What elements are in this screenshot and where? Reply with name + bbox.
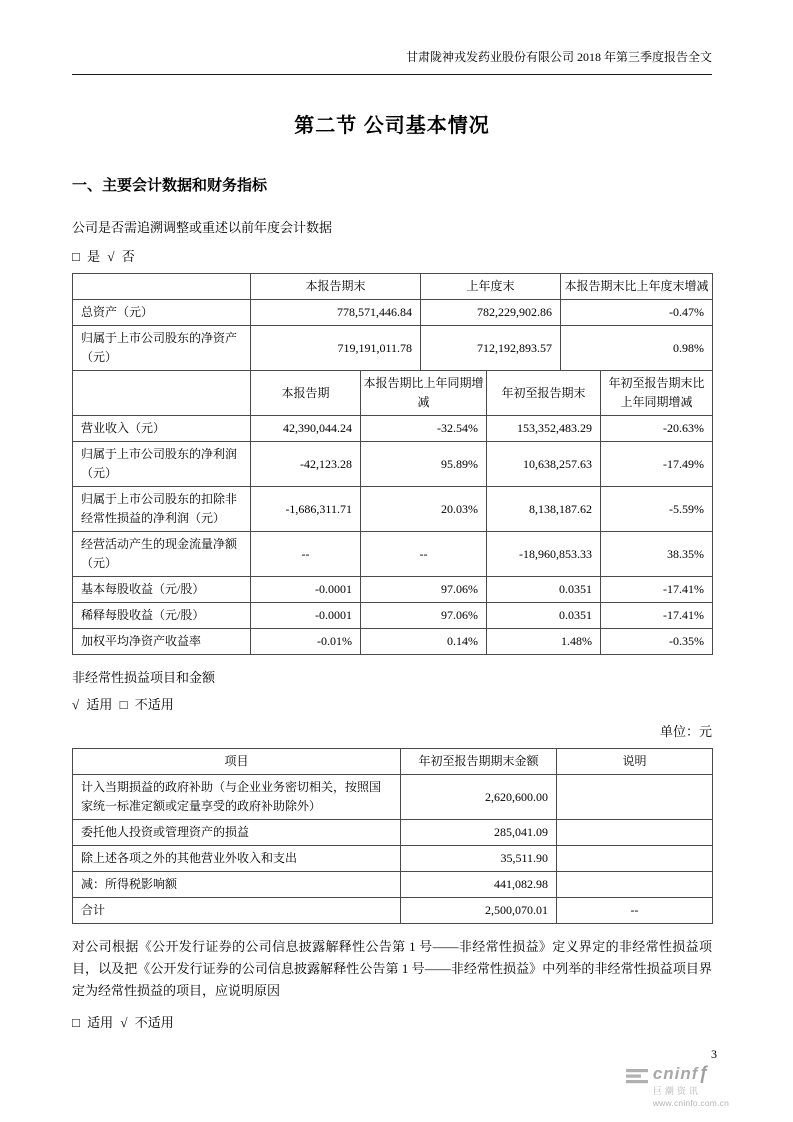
financial-indicators-table-part2 <box>72 370 713 655</box>
header-cell: 说明 <box>557 749 713 775</box>
indicator-value: -17.41% <box>601 603 713 629</box>
indicator-value: 0.0351 <box>487 577 601 603</box>
watermark-url: www.cninfo.com.cn <box>652 1098 729 1108</box>
table-row <box>73 487 713 532</box>
financial-indicators-table-part1 <box>72 273 713 371</box>
note-cell: -- <box>557 898 713 924</box>
amount-cell: 35,511.90 <box>401 846 557 872</box>
amount-cell: 2,500,070.01 <box>401 898 557 924</box>
indicator-label: 归属于上市公司股东的扣除非经常性损益的净利润（元） <box>73 487 251 532</box>
subsection-heading: 一、主要会计数据和财务指标 <box>72 177 268 194</box>
indicator-value: 778,571,446.84 <box>251 300 421 326</box>
indicator-value: 42,390,044.24 <box>251 416 361 442</box>
table-row <box>73 442 713 487</box>
table-header-row <box>73 274 713 300</box>
table-header-row <box>73 749 713 775</box>
item-cell: 计入当期损益的政府补助（与企业业务密切相关，按照国家统一标准定额或定量享受的政府补助除外） <box>73 775 401 820</box>
watermark-brand: cninfƒ <box>652 1063 710 1083</box>
item-cell: 除上述各项之外的其他营业外收入和支出 <box>73 846 401 872</box>
note-cell <box>557 846 713 872</box>
indicator-value: -1,686,311.71 <box>251 487 361 532</box>
indicator-value: -0.35% <box>601 629 713 655</box>
indicator-value: -0.0001 <box>251 577 361 603</box>
indicator-value: 38.35% <box>601 532 713 577</box>
note-cell <box>557 775 713 820</box>
header-cell: 本报告期比上年同期增减 <box>361 371 487 416</box>
indicator-value: -- <box>361 532 487 577</box>
header-cell: 年初至报告期末 <box>487 371 601 416</box>
indicator-value: 0.98% <box>561 326 713 371</box>
indicator-value: -0.47% <box>561 300 713 326</box>
note-cell <box>557 872 713 898</box>
indicator-label: 经营活动产生的现金流量净额（元） <box>73 532 251 577</box>
restatement-choice: □ 是 √ 否 <box>72 249 135 264</box>
indicator-value: -20.63% <box>601 416 713 442</box>
indicator-value: -0.0001 <box>251 603 361 629</box>
table-row <box>73 775 713 820</box>
table-row <box>73 577 713 603</box>
indicator-value: -18,960,853.33 <box>487 532 601 577</box>
indicator-value: -17.49% <box>601 442 713 487</box>
header-cell: 本报告期末比上年度末增减 <box>561 274 713 300</box>
header-cell-blank <box>73 371 251 416</box>
nonrecurring-applicable-choice: √ 适用 □ 不适用 <box>72 697 174 712</box>
nonrecurring-heading: 非经常性损益项目和金额 <box>72 670 216 685</box>
note-cell <box>557 820 713 846</box>
restatement-note: 公司是否需追溯调整或重述以前年度会计数据 <box>72 220 333 235</box>
indicator-label: 营业收入（元） <box>73 416 251 442</box>
indicator-value: -5.59% <box>601 487 713 532</box>
indicator-value: 782,229,902.86 <box>421 300 561 326</box>
header-cell-blank <box>73 274 251 300</box>
unit-label: 单位：元 <box>659 724 712 739</box>
indicator-label: 稀释每股收益（元/股） <box>73 603 251 629</box>
table-row <box>73 326 713 371</box>
table-row <box>73 898 713 924</box>
table-row <box>73 532 713 577</box>
table-row <box>73 300 713 326</box>
table-row <box>73 846 713 872</box>
indicator-value: -- <box>251 532 361 577</box>
table-row <box>73 416 713 442</box>
indicator-label: 归属于上市公司股东的净利润（元） <box>73 442 251 487</box>
indicator-label: 归属于上市公司股东的净资产（元） <box>73 326 251 371</box>
item-cell: 减：所得税影响额 <box>73 872 401 898</box>
cninfo-watermark <box>626 1065 729 1108</box>
indicator-value: 97.06% <box>361 577 487 603</box>
watermark-brand-mark: ƒ <box>698 1063 710 1083</box>
amount-cell: 285,041.09 <box>401 820 557 846</box>
header-cell: 上年度末 <box>421 274 561 300</box>
indicator-label: 总资产（元） <box>73 300 251 326</box>
indicator-label: 加权平均净资产收益率 <box>73 629 251 655</box>
table-row <box>73 603 713 629</box>
indicator-value: 97.06% <box>361 603 487 629</box>
header-cell: 年初至报告期期末金额 <box>401 749 557 775</box>
table-row <box>73 629 713 655</box>
indicator-value: 95.89% <box>361 442 487 487</box>
indicator-value: -42,123.28 <box>251 442 361 487</box>
document-header: 甘肃陇神戎发药业股份有限公司 2018 年第三季度报告全文 <box>72 0 712 75</box>
indicator-value: 8,138,187.62 <box>487 487 601 532</box>
table-row <box>73 872 713 898</box>
indicator-value: 719,191,011.78 <box>251 326 421 371</box>
page-number: 3 <box>711 1047 717 1061</box>
indicator-value: -0.01% <box>251 629 361 655</box>
item-cell: 合计 <box>73 898 401 924</box>
page-title: 第二节 公司基本情况 <box>294 115 490 137</box>
indicator-label: 基本每股收益（元/股） <box>73 577 251 603</box>
indicator-value: -17.41% <box>601 577 713 603</box>
explanation-choice: □ 适用 √ 不适用 <box>72 1015 174 1030</box>
indicator-value: 10,638,257.63 <box>487 442 601 487</box>
header-cell: 本报告期 <box>251 371 361 416</box>
amount-cell: 441,082.98 <box>401 872 557 898</box>
nonrecurring-items-table <box>72 748 713 924</box>
amount-cell: 2,620,600.00 <box>401 775 557 820</box>
header-cell: 本报告期末 <box>251 274 421 300</box>
indicator-value: 712,192,893.57 <box>421 326 561 371</box>
watermark-cn-name: 巨潮资讯 <box>652 1086 701 1096</box>
indicator-value: 0.0351 <box>487 603 601 629</box>
indicator-value: -32.54% <box>361 416 487 442</box>
table-header-row <box>73 371 713 416</box>
indicator-value: 1.48% <box>487 629 601 655</box>
indicator-value: 20.03% <box>361 487 487 532</box>
nonrecurring-explanation: 对公司根据《公开发行证券的公司信息披露解释性公告第 1 号——非经常性损益》定义界定的非经常性损益项目，以及把《公开发行证券的公司信息披露解释性公告第 1 号——非经常性损益》中列举的非经常性损益项目界定为经常性损益的项目，应说明原因 <box>72 939 712 998</box>
table-row <box>73 820 713 846</box>
item-cell: 委托他人投资或管理资产的损益 <box>73 820 401 846</box>
indicator-value: 153,352,483.29 <box>487 416 601 442</box>
header-cell: 年初至报告期末比上年同期增减 <box>601 371 713 416</box>
cninfo-logo-icon <box>626 1065 648 1090</box>
indicator-value: 0.14% <box>361 629 487 655</box>
header-cell: 项目 <box>73 749 401 775</box>
